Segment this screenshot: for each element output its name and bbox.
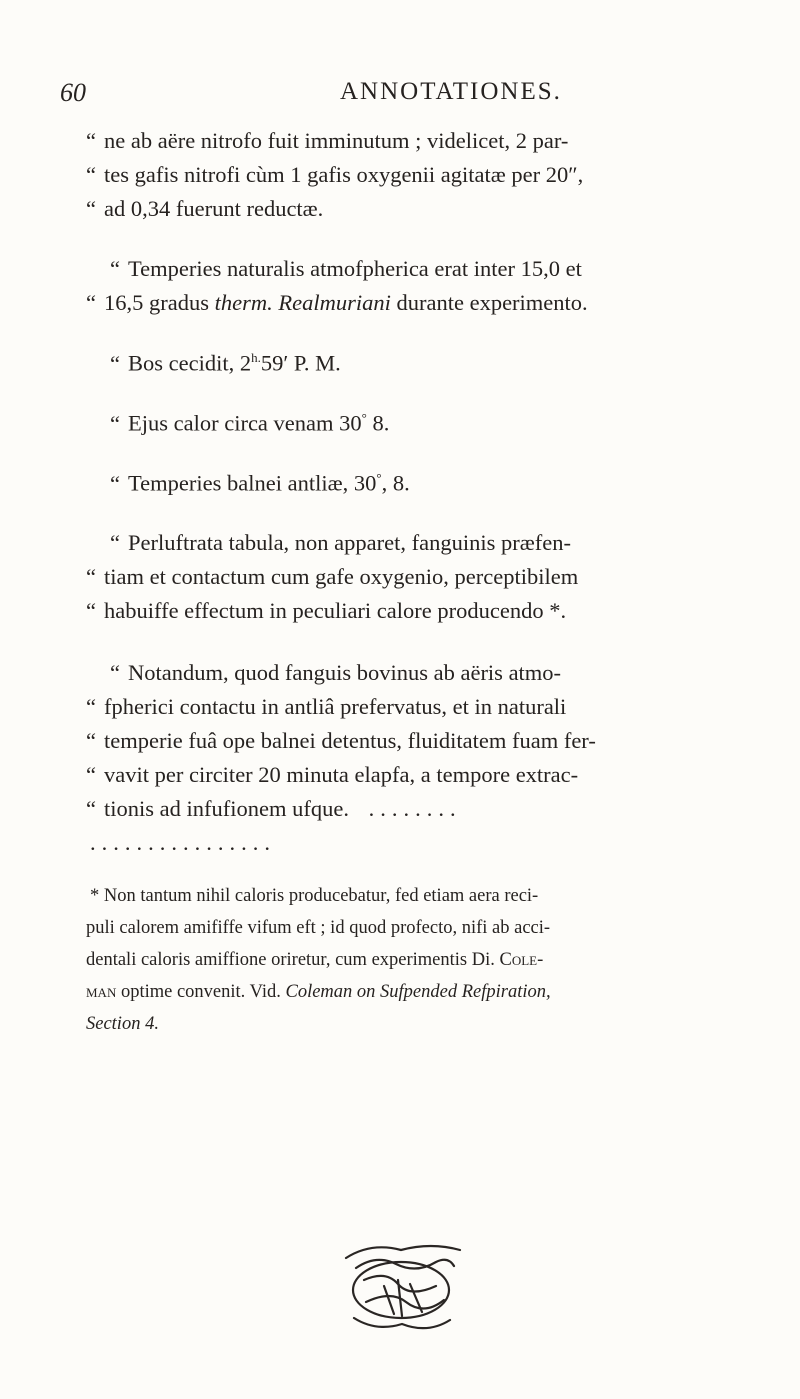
quote-mark: “ — [86, 598, 96, 623]
footnote-text: dentali caloris amiffione oriretur, cum experimentis Di. — [86, 950, 500, 970]
thermometer-name: therm. Realmuriani — [214, 290, 391, 315]
superscript: ° — [376, 470, 382, 485]
text-line — [110, 256, 582, 282]
line-text: 16,5 gradus — [104, 290, 215, 315]
quote-mark: “ — [110, 256, 120, 281]
author-name: Cole- — [499, 950, 544, 970]
line-text: temperie fuâ ope balnei detentus, fluiditatem fuam fer- — [104, 728, 596, 753]
stamp-scroll-top — [346, 1246, 460, 1258]
text-line — [86, 196, 323, 222]
line-text: tiam et contactum cum gafe oxygenio, perceptibilem — [104, 564, 579, 589]
page-header — [60, 78, 760, 118]
text-line — [86, 564, 578, 590]
footnote-line — [86, 950, 543, 971]
footnote-line: * Non tantum nihil caloris producebatur, fed etiam aera reci- — [90, 886, 539, 906]
line-text: durante experimento. — [390, 290, 588, 315]
author-name: man — [86, 982, 117, 1002]
text-line — [110, 530, 571, 556]
line-text: fpherici contactu in antliâ prefervatus, et in naturali — [104, 694, 567, 719]
line-text: ne ab aëre nitrofo fuit imminutum ; videlicet, 2 par- — [104, 128, 569, 153]
line-text: vavit per circiter 20 minuta elapfa, a tempore extrac- — [104, 762, 579, 787]
quote-mark: “ — [86, 694, 96, 719]
ellipsis-dots: ........ — [368, 796, 462, 821]
library-stamp-icon — [336, 1240, 466, 1335]
line-text: , 8. — [381, 470, 410, 496]
text-line — [110, 660, 561, 686]
stamp-flourish — [366, 1296, 444, 1309]
text-line — [86, 728, 596, 754]
text-line — [110, 410, 389, 437]
line-text: Notandum, quod fanguis bovinus ab aëris atmo- — [128, 660, 562, 685]
superscript: ° — [361, 410, 367, 425]
page-number: 60 — [60, 78, 86, 107]
footnote-line: puli calorem amififfe vifum eft ; id quod profecto, nifi ab acci- — [86, 918, 551, 938]
text-line — [86, 796, 462, 822]
footnote-line: Section 4. — [86, 1014, 159, 1034]
line-text: Perluftrata tabula, non apparet, fanguinis præfen- — [128, 530, 571, 555]
stamp-scroll-bottom — [354, 1318, 450, 1328]
footnote-line — [86, 982, 551, 1003]
footnote-text: optime convenit. Vid. — [116, 982, 286, 1002]
line-text: tes gafis nitrofi cùm 1 gafis oxygenii agitatæ per 20″, — [104, 162, 584, 187]
line-text: Temperies naturalis atmofpherica erat inter 15,0 et — [128, 256, 582, 281]
text-line — [86, 162, 583, 188]
quote-mark: “ — [110, 660, 120, 685]
text-line — [86, 598, 566, 624]
running-head: ANNOTATIONES. — [340, 78, 562, 105]
superscript: h. — [251, 350, 261, 365]
stamp-strokes — [384, 1280, 422, 1316]
citation-title: Coleman on Sufpended Refpiration, — [285, 982, 551, 1002]
quote-mark: “ — [86, 728, 96, 753]
quote-mark: “ — [86, 196, 96, 221]
line-text: 59′ P. M. — [260, 350, 341, 376]
quote-mark: “ — [86, 290, 96, 315]
ellipsis-line: ................ — [90, 830, 276, 855]
quote-mark: “ — [110, 350, 120, 376]
quote-mark: “ — [110, 470, 120, 496]
line-text: habuiffe effectum in peculiari calore producendo *. — [104, 598, 567, 623]
line-text: Ejus calor circa venam 30 — [128, 410, 362, 436]
quote-mark: “ — [86, 128, 96, 153]
quote-mark: “ — [110, 410, 120, 436]
text-line — [86, 694, 566, 720]
quote-mark: “ — [86, 564, 96, 589]
text-line — [86, 762, 578, 788]
line-text: 8. — [366, 410, 390, 436]
quote-mark: “ — [86, 796, 96, 821]
text-line — [86, 290, 588, 316]
line-text: tionis ad infufionem ufque. — [104, 796, 349, 821]
text-line — [110, 350, 341, 377]
line-text: ad 0,34 fuerunt reductæ. — [104, 196, 324, 221]
text-line — [86, 128, 568, 154]
line-text: Temperies balnei antliæ, 30 — [128, 470, 377, 496]
quote-mark: “ — [110, 530, 120, 555]
text-line — [110, 470, 410, 497]
quote-mark: “ — [86, 762, 96, 787]
quote-mark: “ — [86, 162, 96, 187]
line-text: Bos cecidit, 2 — [128, 350, 252, 376]
